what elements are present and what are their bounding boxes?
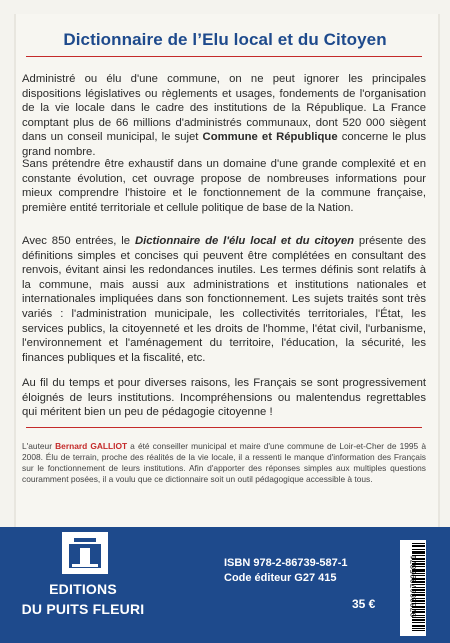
price: 35 € (352, 597, 376, 611)
author-bio: L'auteur Bernard GALLIOT a été conseiller municipal et maire d'une commune de Loir-et-Cher de 1995 à 2008. Élu de terrain, proche des réalités de la vie locale, il a ressenti le manque d'information des Français sur le fonctionnement de leurs institutions. Afin d'apporter des réponses simples aux multiples questions couramment posées, il a voulu que ce dictionnaire soit un outil pédagogique accessible à tous. (22, 441, 426, 484)
barcode-number: 9782867395871 (410, 554, 419, 618)
publisher-logo (8, 529, 158, 639)
paragraph-2: Sans prétendre être exhaustif dans un domaine d'une grande complexité et en constante évolution, cet ouvrage propose de nombreuses informations pour mieux comprendre l'histoire et le fonctionnement de la commune française, première entité territoriale et cellule politique de base de la Nation. (22, 158, 426, 214)
well-icon (62, 532, 108, 574)
publisher-name-line2: DU PUITS FLEURI (21, 601, 145, 617)
publisher-code: Code éditeur G27 415 (224, 572, 337, 584)
paragraph-4: Au fil du temps et pour diverses raisons, les Français se sont progressivement éloignés de leurs institutions. Incompréhensions ou malentendus regrettables qui méritent bien un peu de pédagogie citoyenne ! (22, 377, 426, 419)
book-info (224, 556, 394, 586)
book-title: Dictionnaire de l’Elu local et du Citoyen (63, 30, 387, 49)
dictionary-title-emphasis: Dictionnaire de l'élu local et du citoyen (134, 235, 355, 247)
author-name: Bernard GALLIOT (55, 441, 128, 451)
paragraph-1: Administré ou élu d'une commune, on ne peut ignorer les principales dispositions législatives ou règlements et usages, fondements de l'organisation de la vie locale dans le cadre des institutions de la République. La France comptant plus de 66 millions d'administrés communaux, dont 520 000 siègent dans un conseil municipal, le sujet Commune et République concerne le plus grand nombre. (22, 73, 427, 158)
author-rule (26, 427, 422, 428)
isbn: ISBN 978-2-86739-587-1 (224, 557, 348, 569)
title-rule (26, 56, 422, 57)
paragraph-3: Avec 850 entrées, le Dictionnaire de l'élu local et du citoyen présente des définitions simples et concises qui peuvent être complétées en consultant des renvois, évitant ainsi les redondances inutiles. Les termes définis sont relatifs à la commune, mais aussi aux administrations et institutions nationales et internationales impliquées dans son fonctionnement. Les sujets traités sont très variés : l'administration municipale, les collectivités territoriales, l'État, les services publics, la citoyenneté et les droits de l'homme, l'état civil, l'urbanisme, l'environnement et l'aménagement du territoire, l'éducation, la sécurité, les finances publiques et la fiscalité, etc. (22, 235, 426, 364)
commune-republique-emphasis: Commune et République (202, 131, 338, 144)
publisher-name-line1: EDITIONS (49, 581, 117, 597)
